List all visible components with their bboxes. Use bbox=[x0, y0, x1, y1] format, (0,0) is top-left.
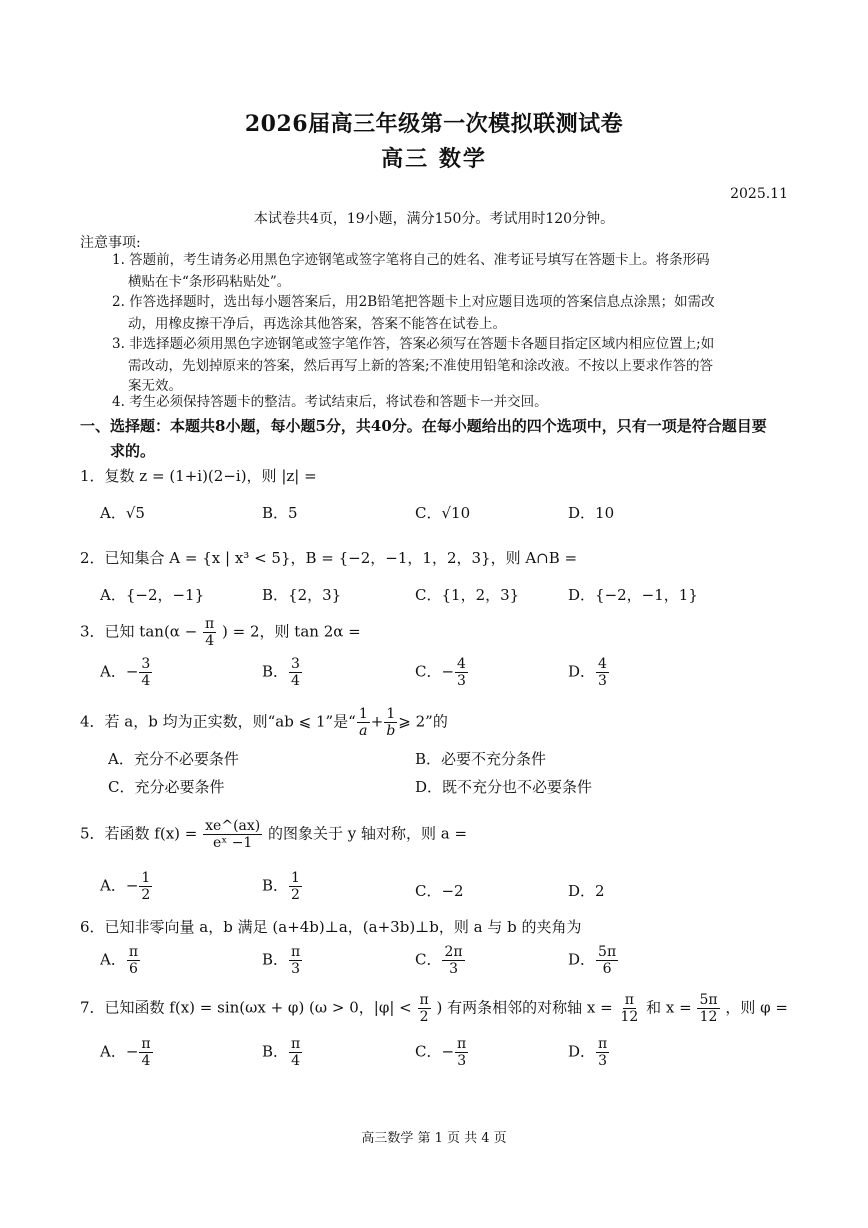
exam-title: 2026届高三年级第一次模拟联测试卷 bbox=[244, 111, 624, 137]
q7-option-d: D． $\frac{\pi}{3}$ bbox=[568, 1036, 608, 1069]
exam-date: 2025.11 bbox=[730, 186, 788, 202]
q6-option-b: B． $\frac{\pi}{3}$ bbox=[262, 944, 301, 977]
exam-info: 本试卷共4页，19小题，满分150分。考试用时120分钟。 bbox=[253, 211, 615, 227]
q5-option-c: C．−2 bbox=[415, 882, 464, 900]
q4-option-c: C．充分必要条件 bbox=[108, 778, 225, 796]
q2-option-a: A．{−2，−1} bbox=[100, 586, 205, 604]
question-3-stem: 3．已知 tan(α − $\frac{\pi}{4}$ ) = 2，则 tan 2α = bbox=[80, 616, 361, 649]
question-4-stem: 4．若 a，b 均为正实数，则“ab ⩽ 1”是“ $\frac{1}{a}$ + $\frac{1}{b}$ ⩾ 2”的 bbox=[80, 706, 448, 739]
q7-option-c: C．− $\frac{\pi}{3}$ bbox=[415, 1036, 467, 1069]
q5-option-a: A．− $\frac{1}{2}$ bbox=[100, 870, 151, 903]
q3-option-b: B． $\frac{3}{4}$ bbox=[262, 656, 300, 689]
section-heading-cont: 求的。 bbox=[110, 442, 156, 460]
fraction: $\frac{\pi}{4}$ bbox=[205, 616, 215, 649]
q5-option-d: D．2 bbox=[568, 882, 605, 900]
notice-item-3-cont2: 案无效。 bbox=[128, 378, 182, 394]
q1-option-d: D．10 bbox=[568, 504, 615, 522]
q4-option-a: A．充分不必要条件 bbox=[108, 750, 239, 768]
q7-option-b: B． $\frac{\pi}{4}$ bbox=[262, 1036, 301, 1069]
notice-heading: 注意事项: bbox=[80, 235, 141, 251]
q3-option-c: C．− $\frac{4}{3}$ bbox=[415, 656, 466, 689]
notice-item-1-cont: 横贴在卡“条形码粘贴处”。 bbox=[128, 274, 291, 290]
q6-option-d: D． $\frac{5\pi}{6}$ bbox=[568, 944, 617, 977]
notice-item-2-cont: 动，用橡皮擦干净后，再选涂其他答案，答案不能答在试卷上。 bbox=[128, 316, 506, 332]
exam-subject: 高三 数学 bbox=[381, 146, 487, 172]
q3-option-a: A．− $\frac{3}{4}$ bbox=[100, 656, 151, 689]
q3-option-d: D． $\frac{4}{3}$ bbox=[568, 656, 607, 689]
question-2-stem: 2．已知集合 A = {x | x³ < 5}，B = {−2，−1，1，2，3}，则 A∩B = bbox=[80, 549, 578, 567]
q4-option-d: D．既不充分也不必要条件 bbox=[415, 778, 593, 796]
page-footer: 高三数学 第 1 页 共 4 页 bbox=[361, 1131, 507, 1146]
q2-option-c: C．{1，2，3} bbox=[415, 586, 520, 604]
notice-item-2: 2. 作答选择题时，选出每小题答案后，用2B铅笔把答题卡上对应题目选项的答案信息点涂黑；如需改 bbox=[112, 294, 715, 310]
q2-option-d: D．{−2，−1，1} bbox=[568, 586, 698, 604]
q4-option-b: B．必要不充分条件 bbox=[415, 750, 547, 768]
q2-option-b: B．{2，3} bbox=[262, 586, 342, 604]
q5-option-b: B． $\frac{1}{2}$ bbox=[262, 870, 300, 903]
question-1-stem: 1．复数 z = (1+i)(2−i)，则 |z| = bbox=[80, 467, 317, 485]
q1-option-b: B．5 bbox=[262, 504, 298, 522]
section-heading: 一、选择题：本题共8小题，每小题5分，共40分。在每小题给出的四个选项中，只有一项是符合题目要 bbox=[80, 417, 767, 435]
question-7-stem: 7．已知函数 f(x) = sin(ωx + φ) (ω > 0，|φ| < $\frac{\pi}{2}$ ) 有两条相邻的对称轴 x = $\frac{\pi}{12}$ 和 x = $\frac{5\pi}{12}$ ，则 φ = bbox=[80, 992, 788, 1025]
q6-option-a: A． $\frac{\pi}{6}$ bbox=[100, 944, 139, 977]
q7-option-a: A．− $\frac{\pi}{4}$ bbox=[100, 1036, 151, 1069]
notice-item-3: 3. 非选择题必须用黑色字迹钢笔或签字笔作答，答案必须写在答题卡各题目指定区域内相应位置上;如 bbox=[112, 336, 715, 352]
q1-option-c: C．√10 bbox=[415, 504, 471, 522]
notice-item-3-cont: 需改动，先划掉原来的答案，然后再写上新的答案;不准使用铅笔和涂改液。不按以上要求作答的答 bbox=[128, 358, 714, 374]
question-5-stem: 5．若函数 f(x) = $\frac{xe\^{}(ax)}{\text{eˣ −1}}$ 的图象关于 y 轴对称，则 a = bbox=[80, 818, 468, 851]
question-6-stem: 6．已知非零向量 a，b 满足 (a+4b)⊥a，(a+3b)⊥b，则 a 与 b 的夹角为 bbox=[80, 918, 582, 936]
q1-option-a: A．√5 bbox=[100, 504, 145, 522]
notice-item-1: 1. 答题前，考生请务必用黑色字迹钢笔或签字笔将自己的姓名、准考证号填写在答题卡上。将条形码 bbox=[112, 252, 710, 268]
q6-option-c: C． $\frac{2\pi}{3}$ bbox=[415, 944, 463, 977]
notice-item-4: 4. 考生必须保持答题卡的整洁。考试结束后，将试卷和答题卡一并交回。 bbox=[112, 394, 548, 410]
